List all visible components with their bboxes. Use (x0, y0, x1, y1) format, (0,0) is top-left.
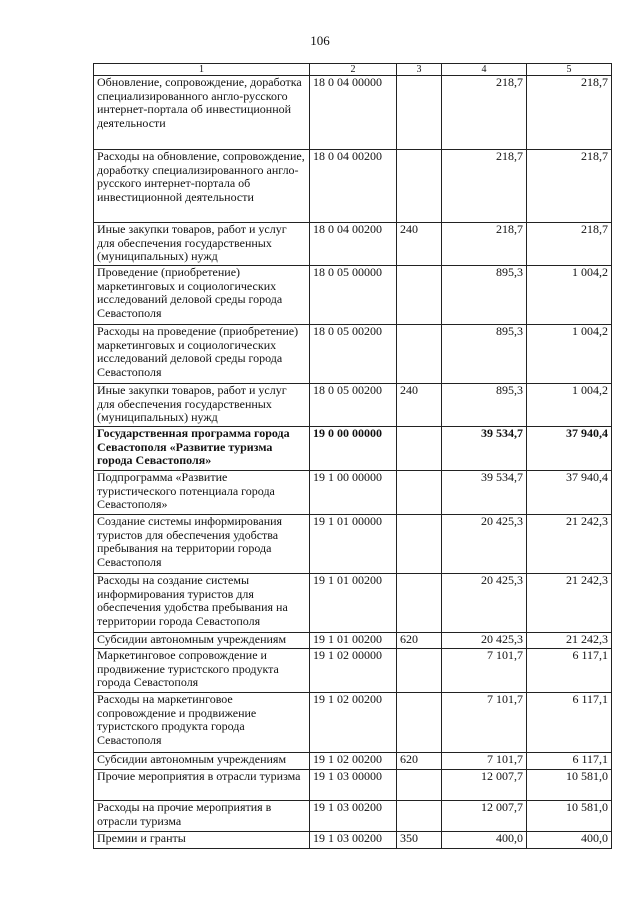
table-row (94, 693, 612, 753)
row-value-2: 37 940,4 (527, 427, 612, 471)
row-value-1: 895,3 (442, 384, 527, 427)
row-name: Проведение (приобретение) маркетинговых и социологических исследований деловой среды города Севастополя (94, 266, 310, 325)
row-value-1: 218,7 (442, 76, 527, 150)
table-body (94, 76, 612, 849)
row-code: 18 0 04 00000 (310, 76, 397, 150)
row-value-2: 6 117,1 (527, 753, 612, 770)
row-value-1: 20 425,3 (442, 574, 527, 633)
row-value-2: 1 004,2 (527, 384, 612, 427)
row-value-2: 21 242,3 (527, 574, 612, 633)
table-row (94, 832, 612, 849)
table-row (94, 471, 612, 515)
row-code: 18 0 05 00200 (310, 384, 397, 427)
row-code: 19 0 00 00000 (310, 427, 397, 471)
row-value-1: 12 007,7 (442, 770, 527, 801)
row-type: 240 (397, 223, 442, 266)
row-value-2: 21 242,3 (527, 515, 612, 574)
row-value-2: 37 940,4 (527, 471, 612, 515)
row-name: Подпрограмма «Развитие туристического потенциала города Севастополя» (94, 471, 310, 515)
header-col-2: 2 (310, 64, 397, 76)
table-row (94, 574, 612, 633)
row-code: 19 1 03 00000 (310, 770, 397, 801)
row-code: 18 0 05 00200 (310, 325, 397, 384)
row-value-2: 218,7 (527, 223, 612, 266)
row-value-1: 7 101,7 (442, 649, 527, 693)
table-row (94, 515, 612, 574)
row-value-1: 20 425,3 (442, 633, 527, 649)
table-row (94, 427, 612, 471)
row-value-2: 6 117,1 (527, 649, 612, 693)
row-type (397, 649, 442, 693)
row-name: Государственная программа города Севастополя «Развитие туризма города Севастополя» (94, 427, 310, 471)
row-type (397, 471, 442, 515)
row-value-1: 39 534,7 (442, 471, 527, 515)
row-type: 240 (397, 384, 442, 427)
table-row (94, 649, 612, 693)
row-name: Расходы на проведение (приобретение) маркетинговых и социологических исследований деловой среды города Севастополя (94, 325, 310, 384)
row-value-1: 20 425,3 (442, 515, 527, 574)
row-name: Расходы на создание системы информирования туристов для обеспечения удобства пребывания на территории города Севастополя (94, 574, 310, 633)
row-type (397, 693, 442, 753)
row-code: 18 0 04 00200 (310, 150, 397, 223)
row-name: Субсидии автономным учреждениям (94, 633, 310, 649)
row-value-1: 895,3 (442, 266, 527, 325)
row-type (397, 266, 442, 325)
row-value-1: 218,7 (442, 150, 527, 223)
row-name: Расходы на маркетинговое сопровождение и продвижение туристского продукта города Севастополя (94, 693, 310, 753)
row-name: Создание системы информирования туристов для обеспечения удобства пребывания на территории города Севастополя (94, 515, 310, 574)
row-type (397, 574, 442, 633)
row-name: Расходы на обновление, сопровождение, доработку специализированного англо-русского интернет-портала об инвестиционной деятельности (94, 150, 310, 223)
row-code: 19 1 02 00000 (310, 649, 397, 693)
row-code: 19 1 01 00200 (310, 633, 397, 649)
table-row (94, 801, 612, 832)
table-row (94, 76, 612, 150)
row-value-2: 218,7 (527, 150, 612, 223)
row-code: 19 1 01 00000 (310, 515, 397, 574)
row-name: Расходы на прочие мероприятия в отрасли туризма (94, 801, 310, 832)
table-row (94, 633, 612, 649)
row-value-2: 400,0 (527, 832, 612, 849)
row-name: Маркетинговое сопровождение и продвижение туристского продукта города Севастополя (94, 649, 310, 693)
row-value-2: 6 117,1 (527, 693, 612, 753)
table-row (94, 223, 612, 266)
row-value-2: 218,7 (527, 76, 612, 150)
page-number: 106 (310, 33, 330, 48)
row-value-2: 1 004,2 (527, 266, 612, 325)
row-name: Премии и гранты (94, 832, 310, 849)
table-header-row (94, 64, 612, 76)
row-name: Иные закупки товаров, работ и услуг для обеспечения государственных (муниципальных) нужд (94, 384, 310, 427)
row-value-1: 39 534,7 (442, 427, 527, 471)
table-row (94, 770, 612, 801)
row-code: 19 1 03 00200 (310, 801, 397, 832)
row-type (397, 770, 442, 801)
row-type: 620 (397, 753, 442, 770)
row-value-2: 10 581,0 (527, 770, 612, 801)
header-col-3: 3 (397, 64, 442, 76)
row-value-1: 400,0 (442, 832, 527, 849)
row-code: 19 1 01 00200 (310, 574, 397, 633)
row-type (397, 427, 442, 471)
header-col-1: 1 (94, 64, 310, 76)
row-name: Иные закупки товаров, работ и услуг для обеспечения государственных (муниципальных) нужд (94, 223, 310, 266)
table-row (94, 753, 612, 770)
row-code: 19 1 02 00200 (310, 693, 397, 753)
table-row (94, 325, 612, 384)
row-code: 19 1 00 00000 (310, 471, 397, 515)
budget-table (93, 63, 612, 849)
row-value-1: 12 007,7 (442, 801, 527, 832)
header-col-4: 4 (442, 64, 527, 76)
row-type (397, 515, 442, 574)
row-value-1: 218,7 (442, 223, 527, 266)
row-code: 18 0 04 00200 (310, 223, 397, 266)
row-name: Субсидии автономным учреждениям (94, 753, 310, 770)
row-code: 19 1 02 00200 (310, 753, 397, 770)
row-name: Обновление, сопровождение, доработка специализированного англо-русского интернет-портала об инвестиционной деятельности (94, 76, 310, 150)
row-type (397, 801, 442, 832)
table-row (94, 384, 612, 427)
row-value-2: 21 242,3 (527, 633, 612, 649)
table-row (94, 150, 612, 223)
row-value-1: 7 101,7 (442, 753, 527, 770)
row-value-1: 895,3 (442, 325, 527, 384)
row-type (397, 325, 442, 384)
row-type: 350 (397, 832, 442, 849)
row-value-2: 10 581,0 (527, 801, 612, 832)
row-code: 19 1 03 00200 (310, 832, 397, 849)
row-name: Прочие мероприятия в отрасли туризма (94, 770, 310, 801)
row-code: 18 0 05 00000 (310, 266, 397, 325)
row-type: 620 (397, 633, 442, 649)
row-type (397, 150, 442, 223)
header-col-5: 5 (527, 64, 612, 76)
table-row (94, 266, 612, 325)
row-value-1: 7 101,7 (442, 693, 527, 753)
row-value-2: 1 004,2 (527, 325, 612, 384)
row-type (397, 76, 442, 150)
